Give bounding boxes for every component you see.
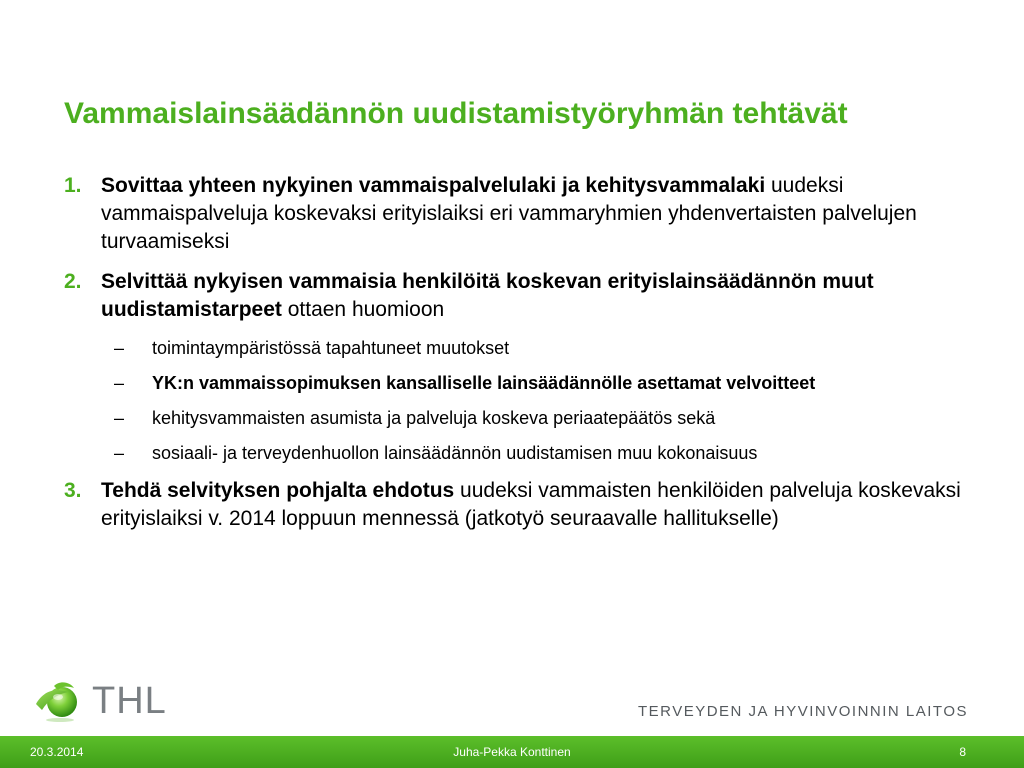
item-text: uudeksi vammaisten henkilöiden palveluja koskevaksi erityislaiksi v. 2014 loppuun mennessä (jatkotyö seuraavalle hallitukselle) <box>101 479 961 530</box>
content-list <box>64 172 964 533</box>
item-text: uudeksi vammaispalveluja koskevaksi erityislaiksi eri vammaryhmien yhdenvertaisten palvelujen turvaamiseksi <box>101 174 917 253</box>
page-number: 8 <box>959 745 966 759</box>
slide-title: Vammaislainsäädännön uudistamistyöryhmän tehtävät <box>64 97 848 130</box>
footer-date: 20.3.2014 <box>30 745 84 759</box>
dash-bullet: – <box>114 338 125 358</box>
sub-item <box>114 371 964 395</box>
sub-item-text: toimintaympäristössä tapahtuneet muutokset <box>152 338 510 358</box>
item-number: 1. <box>64 174 82 197</box>
sub-item <box>114 336 964 360</box>
list-item-3 <box>64 477 964 533</box>
sub-item <box>114 441 964 465</box>
sub-item-text: kehitysvammaisten asumista ja palveluja koskeva periaatepäätös sekä <box>152 408 716 428</box>
item-text: ottaen huomioon <box>281 298 445 321</box>
footer-bar <box>0 736 1024 768</box>
sub-list <box>64 336 964 465</box>
footer-author: Juha-Pekka Konttinen <box>453 745 571 759</box>
item-bold-text: Selvittää nykyisen vammaisia henkilöitä koskevan erityislainsäädännön muut uudistamistarpeet <box>101 270 874 321</box>
sub-item-text: YK:n vammaissopimuksen kansalliselle lainsäädännölle asettamat velvoitteet <box>152 373 816 393</box>
sub-item <box>114 406 964 430</box>
item-bold-text: Tehdä selvityksen pohjalta ehdotus <box>101 479 455 502</box>
item-number: 2. <box>64 270 82 293</box>
dash-bullet: – <box>114 408 125 428</box>
item-number: 3. <box>64 479 82 502</box>
thl-leaf-sphere-icon <box>34 680 86 722</box>
dash-bullet: – <box>114 443 125 463</box>
sub-item-text: sosiaali- ja terveydenhuollon lainsäädännön uudistamisen muu kokonaisuus <box>152 443 758 463</box>
institute-name: TERVEYDEN JA HYVINVOINNIN LAITOS <box>637 703 968 720</box>
thl-logo <box>34 680 174 722</box>
list-item-2 <box>64 268 964 324</box>
logo-text: THL <box>92 680 167 722</box>
list-item-1 <box>64 172 964 256</box>
item-bold-text: Sovittaa yhteen nykyinen vammaispalvelulaki ja kehitysvammalaki <box>101 174 766 197</box>
dash-bullet: – <box>114 373 125 393</box>
